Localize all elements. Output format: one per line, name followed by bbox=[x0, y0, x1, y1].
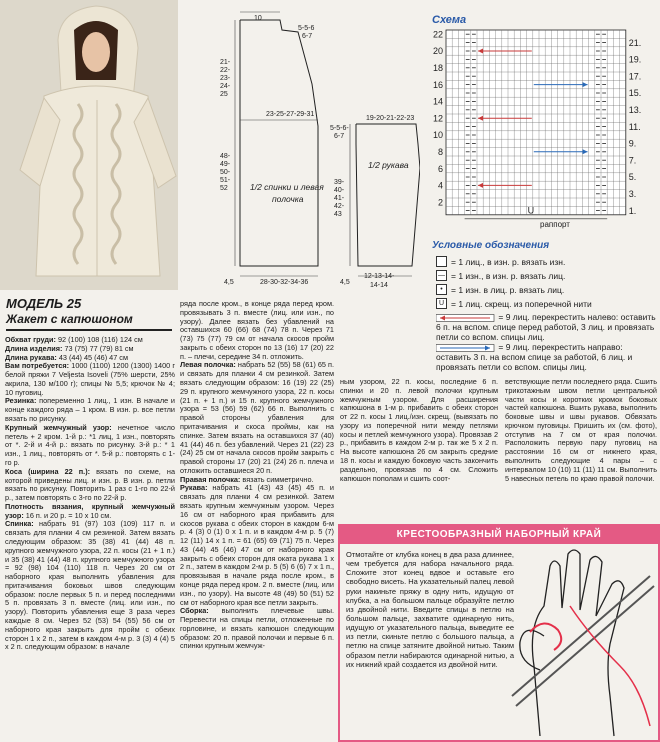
schematic-dim: 6-7 bbox=[334, 133, 345, 140]
schematic-dim: 6-7 bbox=[302, 33, 313, 40]
paragraph: Крупный жемчужный узор: нечетное число петель + 2 кром. 1-й р.: *1 лиц, 1 изн., повторять от *. 2-й и 4-й р.: вязать по рисунку. 3-й р.: * 1 изн., 1 лиц., повторять от *. 5-й р.: повторять с 1-го р. bbox=[5, 422, 175, 467]
woman-in-hooded-jacket-icon bbox=[0, 0, 178, 290]
garment-schematic bbox=[180, 8, 420, 292]
paragraph: Вам потребуется: 1000 (1100) 1200 (1300) 1400 г белой пряжи 7 Veljesta Isoveli (75% шерсти, 25% акрила, 130 м/100 г); спицы № 5,5; крючок № 4; 10 пуговиц. bbox=[5, 361, 175, 397]
legend-item: = 1 лиц., в изн. р. вязать изн. bbox=[436, 256, 565, 267]
row-number-right: 13. bbox=[628, 105, 642, 115]
schematic-dim: 25 bbox=[220, 91, 228, 98]
schematic-dim: 23- bbox=[220, 75, 231, 82]
box-text: Отмотайте от клубка конец в два раза длиннее, чем требуется для набора начального ряда. Сложите этот конец вдвое и оставьте его свободно висеть. На указательный палец левой руки накиньте пряжу в одну нить, идущую от клубка, а на большом пальце образуйте петлю из двойной нити. Введите спицы в петлю на большом пальце, захватите одинарную нить, идущую от указательного пальца, выведите ее из петли, скиньте петлю с большого пальца, а петлю на спице затяните двойной нитью. Таким образом петли набираются одинарной нитью, а их нижний край создается из двойной нити. bbox=[346, 550, 514, 669]
row-number-left: 2 bbox=[437, 197, 443, 208]
paragraph: Плотность вязания, крупный жемчужный узор: 16 п. и 20 р. = 10 х 10 см. bbox=[5, 501, 175, 520]
row-number-left: 18 bbox=[432, 63, 443, 73]
paragraph: Резинка: попеременно 1 лиц., 1 изн. В начале и конце каждого ряда – 1 кром. В изн. р. все петли вязать по рисунку. bbox=[5, 396, 175, 424]
row-number-right: 1. bbox=[628, 205, 637, 216]
row-number-left: 16 bbox=[432, 79, 443, 90]
rapport-label: раппорт bbox=[540, 220, 570, 229]
model-photo bbox=[0, 0, 178, 290]
schematic-dim: 48- bbox=[220, 153, 231, 160]
schematic-shoulder-dim: 23-25-27-29-31 bbox=[266, 111, 315, 118]
row-number-right: 5. bbox=[628, 172, 637, 183]
legend-item: U = 1 лиц. скрещ. из поперечной нити bbox=[436, 298, 592, 309]
legend-cross-right: = 9 лиц. перекрестить направо: оставить 3 п. на вспом спице за работой, 6 лиц. и провязать петли со вспом. спицы лиц. bbox=[436, 342, 633, 373]
row-number-right: 19. bbox=[628, 54, 642, 65]
row-number-right: 3. bbox=[628, 189, 637, 199]
dot-square-icon: • bbox=[436, 284, 447, 295]
u-square-icon: U bbox=[436, 298, 447, 309]
paragraph: Левая полочка: набрать 52 (55) 58 (61) 65 п. и связать для планки 4 см резинкой. Затем вязать следующим образом: 16 (19) 22 (25) 29 п. крупного жемчужного узора, 22 п. косы (21 п. + 1 п.) и 15 п. крупного жемчужного узора = 53 (56) 59 (62) 66 п. Выполнить с правой стороны убавления для притачивания и скоса проймы, как на спинке. Затем вязать на оставшихся 37 (40) 41 (44) 46 п. без убавлений. Через 21 (22) 23 (24) 25 см от начала скосов пройм закрыть с правой стороны 17 (20) 21 (24) 26 п. плеча и отложить оставшиеся 20 п. bbox=[180, 360, 334, 475]
instructions-column-2 bbox=[180, 300, 334, 651]
schematic-dim: 14-14 bbox=[370, 282, 388, 289]
row-number-left: 20 bbox=[432, 46, 443, 57]
row-number-left: 10 bbox=[432, 130, 443, 141]
paragraph: Рукава: набрать 41 (43) 43 (45) 45 п. и связать для планки 4 см резинкой. Затем вязать крупным жемчужным узором. Через 16 см от наборного края прибавить для скосов рукава с обеих сторон в каждом 6-м р. 4 (3) 0 (1) 0 х 1 п. и в каждом 4-м р. 5 (7) 12 (11) 14 х 1 п. = 61 (65) 69 (71) 75 п. Через 43 (44) 45 (46) 47 см от наборного края закрыть с обеих сторон для оката рукава 1 х 2 п., затем в каждом 2-м р. 5 (5) 6 (6) 7 х 1 п., провязывая в начале ряда после кром., в конце ряда перед кром. 2 п. вместе (лиц. или изн., по узору). На высоте 48 (49) 50 (51) 52 см от наборного края все петли закрыть. bbox=[180, 483, 334, 607]
cast-on-box bbox=[338, 524, 660, 742]
legend-item: • = 1 изн. в лиц. р. вязать лиц. bbox=[436, 284, 564, 295]
row-number-left: 12 bbox=[432, 113, 443, 124]
schematic-dim: 41- bbox=[334, 195, 345, 202]
schematic-dim: 39- bbox=[334, 179, 345, 186]
model-number: МОДЕЛЬ 25 bbox=[6, 296, 82, 311]
instructions-column-1 bbox=[5, 336, 175, 652]
row-number-right: 7. bbox=[628, 155, 637, 166]
schematic-dim: 22- bbox=[220, 67, 231, 74]
schematic-dim: 5-5-6- bbox=[330, 125, 349, 132]
schematic-dim: 24- bbox=[220, 83, 231, 90]
instructions-column-4 bbox=[505, 378, 657, 483]
schematic-dim: 51- bbox=[220, 177, 231, 184]
legend-title: Условные обозначения bbox=[432, 240, 550, 251]
paragraph: Правая полочка: вязать симметрично. bbox=[180, 474, 314, 484]
paragraph: ным узором, 22 п. косы, последние 6 п. спинки и 20 п. левой полочки крупным жемчужным узором. Для расширения капюшона в 1-м р. прибавить с обеих сторон от 22 п. косы 1 лиц./изн. скрещ. (вывязать по узору из поперечной нити между петлями косы и петлей жемчужного узора). Провязав 2 р., прибавить в каждом 2-м р. так же 5 х 2 п. На высоте капюшона 26 см закрыть средние 18 п. косы и каждую боковую часть закончить раздельно, провязав по 4 см. Сложить капюшон пополам и сшить соот- bbox=[340, 377, 498, 483]
schematic-dim: 50- bbox=[220, 169, 231, 176]
row-number-left: 14 bbox=[432, 96, 443, 107]
row-number-right: 11. bbox=[628, 121, 641, 132]
knitting-chart bbox=[426, 26, 658, 236]
empty-square-icon bbox=[436, 256, 447, 267]
row-number-left: 4 bbox=[437, 180, 443, 191]
row-number-left: 22 bbox=[432, 29, 443, 40]
schematic-dim: 40- bbox=[334, 187, 345, 194]
box-title: КРЕСТООБРАЗНЫЙ НАБОРНЫЙ КРАЙ bbox=[340, 526, 658, 544]
schematic-dim: 21- bbox=[220, 59, 231, 66]
schematic-dim: 28-30-32-34-36 bbox=[260, 279, 309, 286]
schematic-dim: 42- bbox=[334, 203, 345, 210]
paragraph: ветствующие петли последнего ряда. Сшить трикотажным швом петли центральной части косы и коротких кромок боковых частей капюшона. Вшить рукава, выполнить боковые швы и швы рукавов. Обвязать крючком пуговицы. Пришить их (см. фото), отступив на 7 см от края полочки. Расположить первую пару пуговиц на расстоянии 16 см от нижнего края, выполнить следующие 4 пары – с интервалом 10 (10) 11 (11) 11 см. Выполнить 5 навесных петель по краю правой полочки. bbox=[505, 377, 657, 483]
row-number-right: 9. bbox=[628, 138, 637, 149]
divider bbox=[6, 329, 172, 331]
schematic-dim: 5-5-6 bbox=[298, 25, 315, 32]
schematic-dim: 12-13-14- bbox=[364, 273, 395, 280]
schematic-dim: 43 bbox=[334, 211, 342, 218]
paragraph: Длина рукава: 43 (44) 45 (46) 47 см bbox=[5, 352, 128, 362]
legend-item: — = 1 изн., в изн. р. вязать лиц. bbox=[438, 270, 566, 281]
schematic-dim: 52 bbox=[220, 185, 228, 192]
schematic-top-dim: 10 bbox=[254, 15, 262, 22]
cross-right-icon bbox=[436, 344, 496, 352]
row-number-left: 6 bbox=[437, 163, 443, 174]
schematic-dim: 49- bbox=[220, 161, 231, 168]
chart-title: Схема bbox=[432, 14, 467, 26]
schematic-dim: 19-20-21-22-23 bbox=[366, 115, 415, 122]
paragraph: ряда после кром., в конце ряда перед кром. провязывать 3 п. вместе (лиц. или изн., по узору). Далее вязать без убавлений на оставшихся 60 (66) 68 (74) 78 п. Через 71 (73) 75 (77) 79 см от начала скосов пройм закрыть с обеих сторон по 13 (16) 17 (20) 22 п. – плечи, середине 34 п. отложить. bbox=[180, 299, 334, 361]
row-number-right: 21. bbox=[628, 37, 642, 48]
dash-square-icon: — bbox=[438, 272, 445, 279]
paragraph: Спинка: набрать 91 (97) 103 (109) 117 п. и связать для планки 4 см резинкой. Затем вязать следующим образом: 35 (38) 41 (44) 48 п. крупного жемчужного узора, 22 п. косы (21 + 1 п.) и 35 (38) 41 (44) 48 п. крупного жемчужного узора = 92 (98) 104 (110) 118 п. Через 20 см от наборного края выполнить убавления для притачивания боковых швов следующим образом: после первых 5 п. и перед последними 5 п. провязать 3 п. вместе (лиц. или изн., по узору). Повторить убавления еще 3 раза через каждые 8 см. Через 52 (53) 54 (55) 56 см от наборного края закрыть для пройм с обеих сторон 1 х 2 п., затем в каждом 4-м р. 3 (3) 4 (4) 5 х 2 п. следующим образом: в начале bbox=[5, 519, 175, 652]
schematic-dim: 4,5 bbox=[340, 279, 350, 286]
paragraph: Сборка: выполнить плечевые швы. Перевести на спицы петли, отложенные по горловине, и вязать капюшон следующим образом: 20 п. правой полочки и первые 6 п. спинки крупным жемчуж- bbox=[180, 606, 334, 651]
u-stitch-mark: U bbox=[527, 205, 535, 216]
instructions-column-3 bbox=[340, 378, 498, 483]
row-number-left: 8 bbox=[437, 147, 443, 157]
paragraph: Коса (ширина 22 п.): вязать по схеме, на которой приведены лиц. и изн. р. В изн. р. петли вязать по рисунку. Повторить 1 раз с 1-го по 22-й р., затем повторять с 3-го по 22-й р. bbox=[5, 466, 175, 503]
schematic-body-label-2: полочка bbox=[272, 194, 304, 204]
hand-cast-on-icon bbox=[510, 546, 656, 738]
schematic-dim: 4,5 bbox=[224, 279, 234, 286]
paragraph: Длина изделия: 73 (75) 77 (79) 81 см bbox=[5, 343, 134, 353]
row-number-right: 15. bbox=[628, 88, 642, 99]
paragraph: Обхват груди: 92 (100) 108 (116) 124 см bbox=[5, 335, 143, 344]
row-number-right: 17. bbox=[628, 71, 642, 82]
cross-left-icon bbox=[436, 314, 496, 322]
legend-cross-left: = 9 лиц. перекрестить налево: оставить 6 п. на вспом. спице перед работой, 3 лиц. и провязать петли со вспом. спицы лиц. bbox=[436, 312, 656, 343]
model-name: Жакет с капюшоном bbox=[6, 312, 133, 326]
schematic-sleeve-label: 1/2 рукава bbox=[368, 160, 409, 170]
schematic-body-label: 1/2 спинки и левая bbox=[250, 182, 324, 192]
